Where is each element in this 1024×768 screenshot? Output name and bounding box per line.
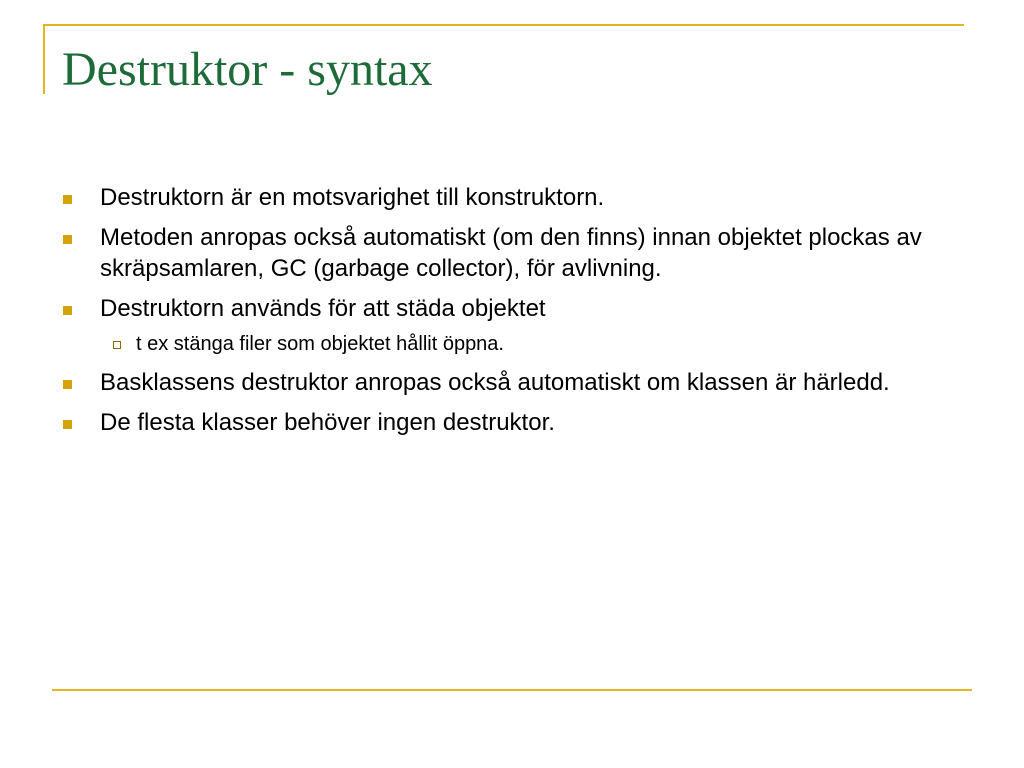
bullet-text: Basklassens destruktor anropas också automatiskt om klassen är härledd.: [100, 369, 890, 396]
slide-title: Destruktor - syntax: [62, 43, 433, 96]
square-bullet-icon: [63, 195, 72, 204]
hollow-square-bullet-icon: [113, 341, 121, 349]
bullet-item: [62, 293, 952, 324]
square-bullet-icon: [63, 235, 72, 244]
square-bullet-icon: [63, 380, 72, 389]
square-bullet-icon: [63, 306, 72, 315]
square-bullet-icon: [63, 420, 72, 429]
bullet-text: Metoden anropas också automatiskt (om den finns) innan objektet plockas av skräpsamlaren, GC (garbage collector), för avlivning.: [100, 224, 922, 282]
top-accent-line: [43, 24, 964, 26]
sub-bullet-text: t ex stänga filer som objektet hållit öppna.: [136, 333, 504, 355]
sub-bullet-item: [62, 331, 952, 357]
bullet-item: [62, 367, 952, 398]
bullet-text: Destruktorn är en motsvarighet till konstruktorn.: [100, 184, 605, 211]
bullet-list: [62, 182, 952, 447]
bullet-text: Destruktorn används för att städa objektet: [100, 295, 546, 322]
bullet-text: De flesta klasser behöver ingen destruktor.: [100, 409, 555, 436]
bullet-item: [62, 407, 952, 438]
bottom-accent-line: [52, 689, 972, 691]
bullet-item: [62, 222, 952, 284]
left-accent-line: [43, 24, 45, 94]
bullet-item: [62, 182, 952, 213]
